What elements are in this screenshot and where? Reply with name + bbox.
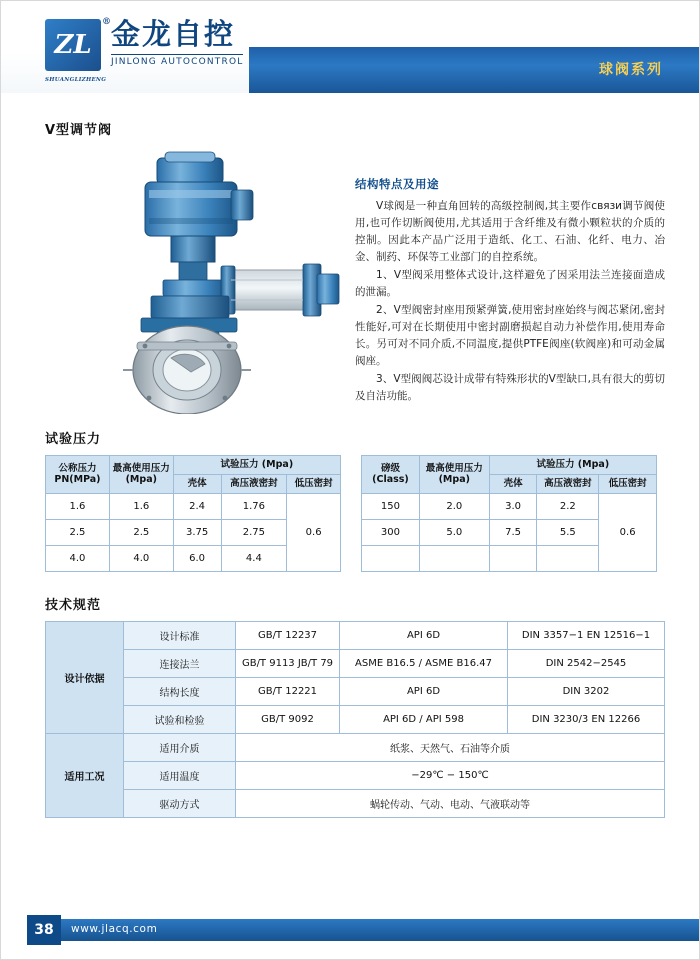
cell: DIN 2542−2545 — [508, 649, 665, 677]
cell: 3.0 — [489, 493, 537, 519]
row-label: 连接法兰 — [124, 649, 236, 677]
column-header: 最高使用压力 — [425, 462, 483, 474]
footer-website-url[interactable]: www.jlacq.com — [71, 923, 158, 935]
column-header: (Class) — [372, 474, 409, 486]
page-title: V型调节阀 — [45, 123, 113, 138]
logo-mark-subtext: SHUANGLIZHENG — [45, 77, 107, 83]
logo-mark-text: ZL — [54, 30, 92, 60]
column-header: 高压液密封 — [537, 474, 599, 493]
cell: 4.0 — [109, 545, 173, 571]
cell: DIN 3357−1 EN 12516−1 — [508, 621, 665, 649]
row-label: 适用介质 — [124, 733, 236, 761]
column-header: (Mpa) — [438, 474, 470, 486]
cell-low-pressure: 0.6 — [599, 493, 657, 571]
description-title: 结构特点及用途 — [355, 177, 439, 191]
row-group-label: 适用工况 — [46, 733, 124, 817]
table-row — [362, 493, 657, 519]
cell: 2.75 — [221, 519, 287, 545]
class-pressure-table — [361, 455, 657, 572]
row-group-label: 设计依据 — [46, 621, 124, 733]
company-logo — [45, 17, 244, 83]
cell: 1.6 — [46, 493, 110, 519]
tech-spec-table — [45, 621, 665, 818]
cell: 3.75 — [173, 519, 221, 545]
column-header: 壳体 — [489, 474, 537, 493]
column-header: 最高使用压力 — [112, 462, 170, 474]
cell: 2.2 — [537, 493, 599, 519]
cell: GB/T 9092 — [236, 705, 340, 733]
cell: 5.0 — [419, 519, 489, 545]
cell: 2.4 — [173, 493, 221, 519]
cell — [419, 545, 489, 571]
cell: 4.0 — [46, 545, 110, 571]
page-content — [1, 93, 699, 909]
table-row — [46, 705, 665, 733]
cell: API 6D / API 598 — [340, 705, 508, 733]
tech-section-title: 技术规范 — [45, 597, 102, 613]
row-label: 设计标准 — [124, 621, 236, 649]
row-label: 驱动方式 — [124, 789, 236, 817]
table-row — [46, 761, 665, 789]
column-header: 低压密封 — [599, 474, 657, 493]
column-header: PN(MPa) — [54, 474, 101, 486]
description-block — [345, 146, 665, 418]
cell: API 6D — [340, 621, 508, 649]
description-paragraph: V球阀是一种直角回转的高级控制阀,其主要作связи调节阀使用,也可作切断阀使用,尤其适用于含纤维及有微小颗粒状的介质的控制。因此本产品广泛用于造纸、化工、石油、化纤、电力、冶金、制药、环保等工业部门的自控系统。 — [355, 200, 665, 263]
cell: ASME B16.5 / ASME B16.47 — [340, 649, 508, 677]
header-blue-bar — [249, 47, 699, 93]
series-title: 球阀系列 — [599, 62, 663, 78]
cell: −29℃ − 150℃ — [236, 761, 665, 789]
cell: 2.5 — [109, 519, 173, 545]
cell: GB/T 12237 — [236, 621, 340, 649]
row-label: 试验和检验 — [124, 705, 236, 733]
cell: 蜗轮传动、气动、电动、气液联动等 — [236, 789, 665, 817]
v-type-control-valve-illustration — [45, 146, 345, 414]
cell — [537, 545, 599, 571]
column-header: 高压液密封 — [221, 474, 287, 493]
row-label: 适用温度 — [124, 761, 236, 789]
table-row — [46, 621, 665, 649]
column-header: 低压密封 — [287, 474, 341, 493]
cell: 300 — [362, 519, 420, 545]
cell: 1.6 — [109, 493, 173, 519]
cell: 2.0 — [419, 493, 489, 519]
logo-chinese-name: 金龙自控 — [111, 17, 236, 51]
logo-mark-icon — [45, 17, 111, 83]
product-section — [45, 146, 665, 418]
logo-english-name: JINLONG AUTOCONTROL — [111, 54, 243, 67]
cell: 纸浆、天然气、石油等介质 — [236, 733, 665, 761]
column-header-group: 试验压力 (Mpa) — [489, 456, 656, 475]
cell: 4.4 — [221, 545, 287, 571]
cell: 5.5 — [537, 519, 599, 545]
logo-text — [111, 19, 243, 68]
column-header: (Mpa) — [125, 474, 157, 486]
cell-low-pressure: 0.6 — [287, 493, 341, 571]
cell — [489, 545, 537, 571]
cell: GB/T 12221 — [236, 677, 340, 705]
cell: DIN 3230/3 EN 12266 — [508, 705, 665, 733]
description-paragraph: 3、V型阀阀芯设计成带有特殊形状的V型缺口,具有很大的剪切及自洁功能。 — [355, 373, 665, 402]
pressure-section-title: 试验压力 — [45, 432, 102, 447]
metric-pressure-table — [45, 455, 341, 572]
column-header: 壳体 — [173, 474, 221, 493]
cell: API 6D — [340, 677, 508, 705]
pressure-tables — [45, 455, 665, 572]
valve-image — [45, 146, 345, 418]
cell: 150 — [362, 493, 420, 519]
column-header: 磅级 — [380, 462, 400, 474]
row-label: 结构长度 — [124, 677, 236, 705]
cell: 1.76 — [221, 493, 287, 519]
table-row — [46, 789, 665, 817]
registered-trademark-icon: ® — [102, 17, 111, 27]
cell: GB/T 9113 JB/T 79 — [236, 649, 340, 677]
column-header-group: 试验压力 (Mpa) — [173, 456, 340, 475]
cell: 7.5 — [489, 519, 537, 545]
table-row — [46, 493, 341, 519]
page-footer — [1, 909, 699, 959]
description-paragraph: 2、V型阀密封座用预紧弹簧,使用密封座始终与阀芯紧闭,密封性能好,可对在长期使用中密封副磨损起自动力补偿作用,使用寿命长。另可对不同介质,不同温度,提供PTFE阀座(软阀座)和可动金属阀座。 — [355, 304, 665, 367]
description-paragraph: 1、V型阀采用整体式设计,这样避免了因采用法兰连接面造成的泄漏。 — [355, 269, 665, 298]
table-row — [46, 649, 665, 677]
cell: 2.5 — [46, 519, 110, 545]
cell — [362, 545, 420, 571]
cell: DIN 3202 — [508, 677, 665, 705]
page-number: 38 — [27, 915, 61, 945]
page-header — [1, 1, 699, 93]
table-row — [46, 733, 665, 761]
table-row — [46, 677, 665, 705]
cell: 6.0 — [173, 545, 221, 571]
column-header: 公称压力 — [58, 462, 97, 474]
